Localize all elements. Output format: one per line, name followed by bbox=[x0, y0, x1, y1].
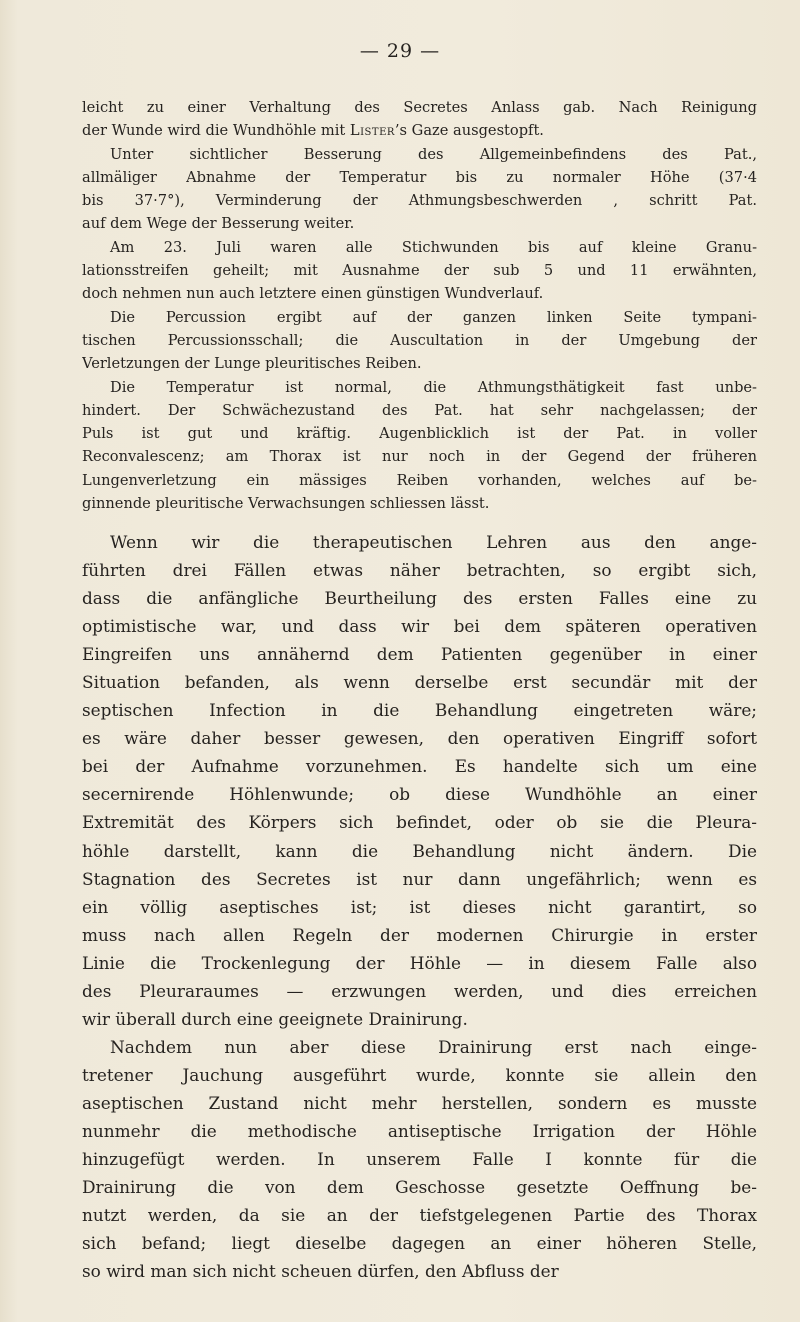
text-line: optimistische war, und dass wir bei dem späteren operativen bbox=[82, 616, 757, 637]
text-line: bis 37·7°), Verminderung der Athmungsbeschwerden , schritt Pat. bbox=[82, 192, 757, 210]
text-line: Linie die Trockenlegung der Höhle — in diesem Falle also bbox=[82, 952, 757, 973]
paragraph bbox=[82, 1033, 757, 1285]
text-line: sich befand; liegt dieselbe dagegen an einer höheren Stelle, bbox=[82, 1233, 757, 1254]
text-line: ginnende pleuritische Verwachsungen schliessen lässt. bbox=[82, 495, 490, 513]
text-line: Nachdem nun aber diese Drainirung erst nach einge- bbox=[110, 1036, 757, 1057]
text-line: so wird man sich nicht scheuen dürfen, den Abfluss der bbox=[82, 1261, 559, 1282]
text-line: muss nach allen Regeln der modernen Chirurgie in erster bbox=[82, 924, 757, 945]
text-line: des Pleuraraumes — erzwungen werden, und dies erreichen bbox=[82, 980, 757, 1001]
paragraph bbox=[82, 376, 757, 516]
text-line: hinzugefügt werden. In unserem Falle I konnte für die bbox=[82, 1149, 757, 1170]
text-line: allmäliger Abnahme der Temperatur bis zu normaler Höhe (37·4 bbox=[82, 168, 757, 186]
text-line: Reconvalescenz; am Thorax ist nur noch in der Gegend der früheren bbox=[82, 448, 757, 466]
text-line: Situation befanden, als wenn derselbe erst secundär mit der bbox=[82, 672, 757, 693]
text-line: höhle darstellt, kann die Behandlung nicht ändern. Die bbox=[82, 840, 757, 861]
text-line: ein völlig aseptisches ist; ist dieses nicht garantirt, so bbox=[82, 896, 757, 917]
text-line: tretener Jauchung ausgeführt wurde, konnte sie allein den bbox=[82, 1064, 757, 1085]
paragraph bbox=[82, 96, 757, 143]
text-line: secernirende Höhlenwunde; ob diese Wundhöhle an einer bbox=[82, 784, 757, 805]
text-line: dass die anfängliche Beurtheilung des ersten Falles eine zu bbox=[82, 588, 757, 609]
text-line: Drainirung die von dem Geschosse gesetzte Oeffnung be- bbox=[82, 1177, 757, 1198]
paragraph bbox=[82, 528, 757, 1033]
text-line: hindert. Der Schwächezustand des Pat. hat sehr nachgelassen; der bbox=[82, 401, 757, 419]
text-line: Am 23. Juli waren alle Stichwunden bis auf kleine Granu- bbox=[110, 238, 757, 256]
text-line: der Wunde wird die Wundhöhle mit Lister’s Gaze ausgestopft. bbox=[82, 122, 544, 140]
text-line: nunmehr die methodische antiseptische Irrigation der Höhle bbox=[82, 1120, 757, 1141]
paragraph bbox=[82, 143, 757, 236]
therapeutic-discussion-text bbox=[82, 528, 757, 1285]
text-line: Eingreifen uns annähernd dem Patienten gegenüber in einer bbox=[82, 644, 757, 665]
text-line: doch nehmen nun auch letztere einen günstigen Wundverlauf. bbox=[82, 285, 544, 303]
text-line: Verletzungen der Lunge pleuritisches Reiben. bbox=[82, 355, 422, 373]
text-line: Wenn wir die therapeutischen Lehren aus den ange- bbox=[110, 532, 757, 552]
paragraph bbox=[82, 236, 757, 306]
text-line: Unter sichtlicher Besserung des Allgemeinbefindens des Pat., bbox=[110, 145, 757, 163]
text-line: tischen Percussionsschall; die Auscultation in der Umgebung der bbox=[82, 331, 757, 349]
paragraph bbox=[82, 306, 757, 376]
text-line: nutzt werden, da sie an der tiefstgelegenen Partie des Thorax bbox=[82, 1205, 757, 1226]
text-line: Stagnation des Secretes ist nur dann ungefährlich; wenn es bbox=[82, 868, 757, 889]
text-line: wir überall durch eine geeignete Drainirung. bbox=[82, 1008, 468, 1029]
text-line: Lungenverletzung ein mässiges Reiben vorhanden, welches auf be- bbox=[82, 471, 757, 489]
text-line: Die Temperatur ist normal, die Athmungsthätigkeit fast unbe- bbox=[110, 378, 757, 396]
case-report-text bbox=[82, 96, 757, 515]
text-line: aseptischen Zustand nicht mehr herstellen, sondern es musste bbox=[82, 1092, 757, 1113]
text-line: leicht zu einer Verhaltung des Secretes Anlass gab. Nach Reinigung bbox=[82, 99, 757, 116]
text-line: Die Percussion ergibt auf der ganzen linken Seite tympani- bbox=[110, 308, 757, 326]
text-line: lationsstreifen geheilt; mit Ausnahme der sub 5 und 11 erwähnten, bbox=[82, 262, 757, 280]
text-line: bei der Aufnahme vorzunehmen. Es handelte sich um eine bbox=[82, 756, 757, 777]
page-number: — 29 — bbox=[359, 40, 441, 62]
text-line: Puls ist gut und kräftig. Augenblicklich ist der Pat. in voller bbox=[82, 425, 757, 443]
text-line: führten drei Fällen etwas näher betrachten, so ergibt sich, bbox=[82, 560, 757, 581]
text-line: auf dem Wege der Besserung weiter. bbox=[82, 215, 355, 233]
text-line: es wäre daher besser gewesen, den operativen Eingriff sofort bbox=[82, 728, 757, 749]
text-line: Extremität des Körpers sich befindet, oder ob sie die Pleura- bbox=[82, 812, 757, 833]
text-line: septischen Infection in die Behandlung eingetreten wäre; bbox=[82, 700, 757, 721]
